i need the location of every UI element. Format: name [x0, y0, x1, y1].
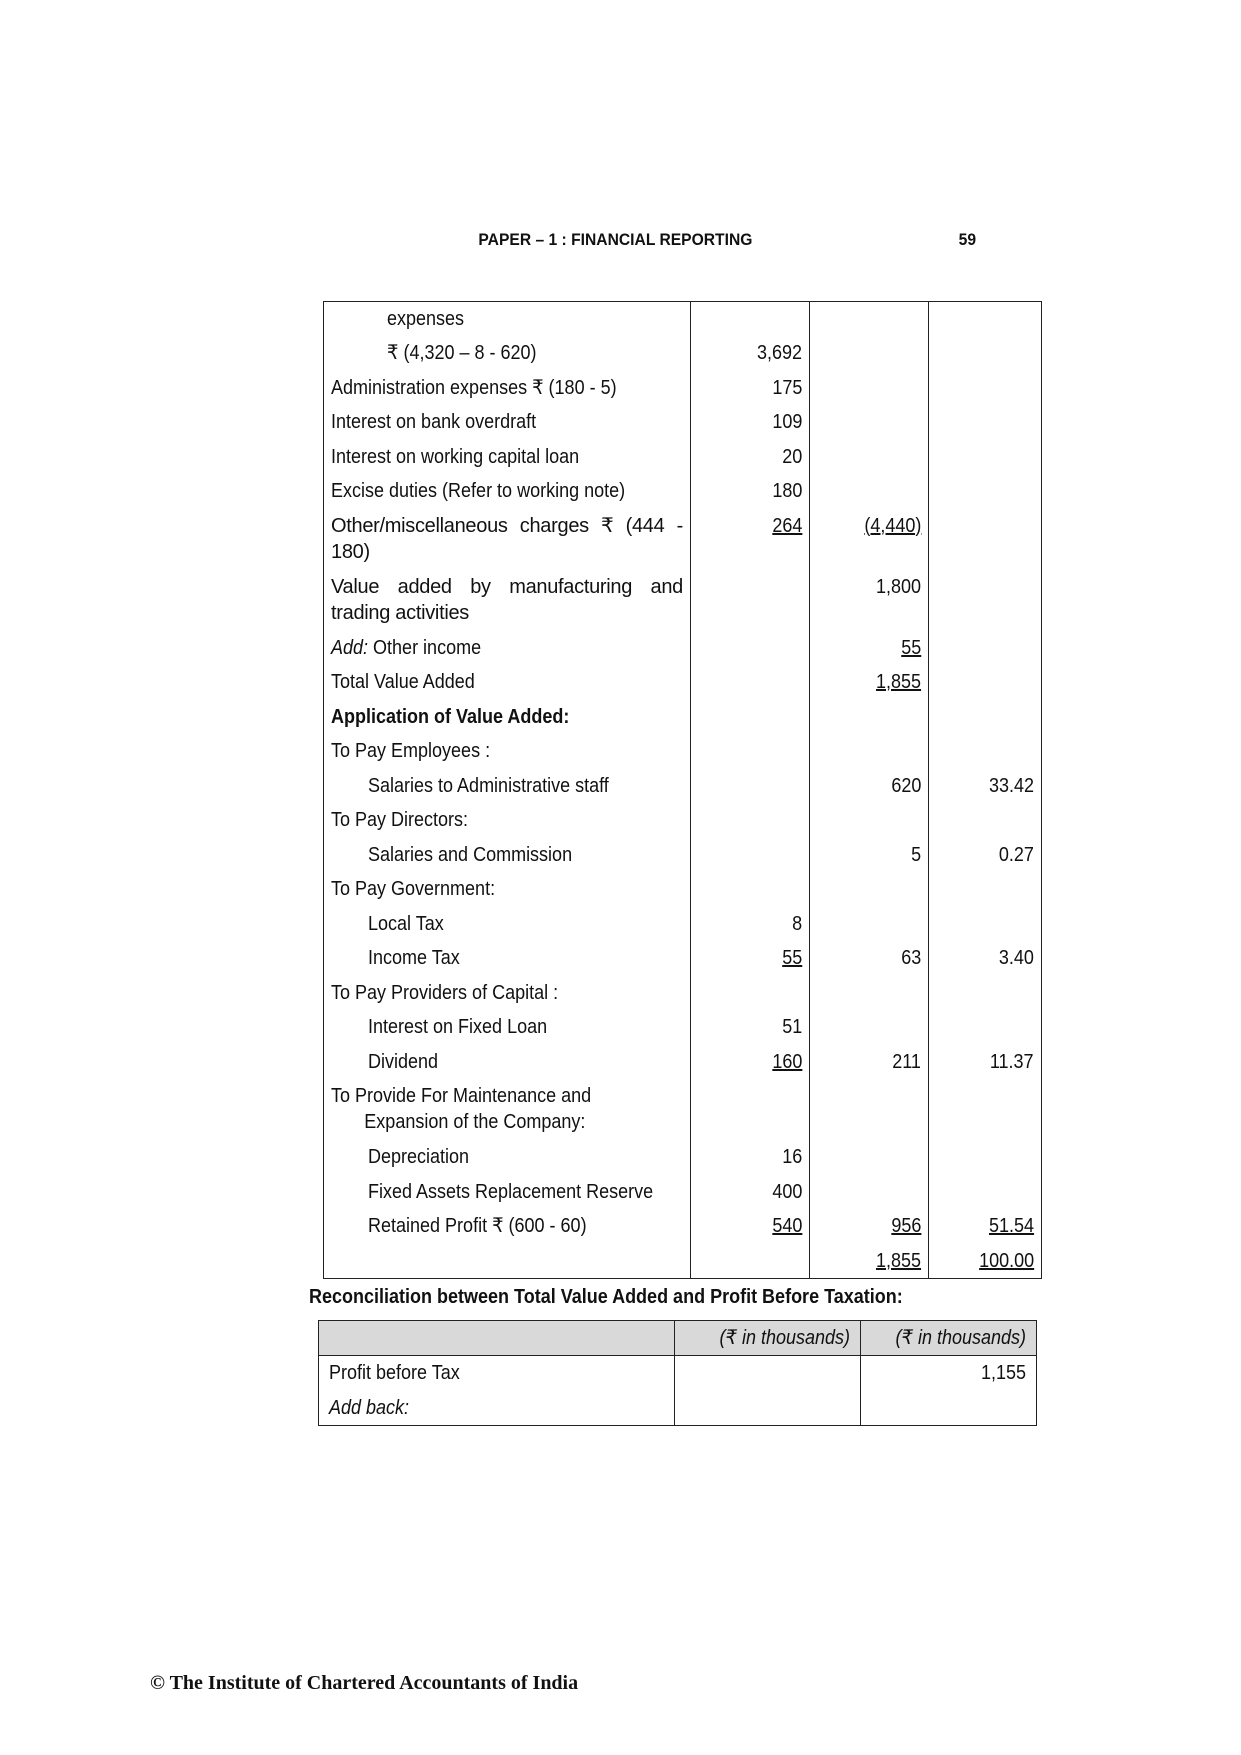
table-row: [324, 405, 1042, 440]
total-percent-cell: 100.00: [929, 1244, 1042, 1279]
reconciliation-title: Reconciliation between Total Value Added and Profit Before Taxation:: [309, 1286, 903, 1308]
table-row: [324, 336, 1042, 371]
page-title: PAPER – 1 : FINANCIAL REPORTING: [478, 230, 753, 249]
table-row: [324, 907, 1042, 942]
table-row: [324, 838, 1042, 873]
table-row: [324, 509, 1042, 570]
copyright-footer: © The Institute of Chartered Accountants of India: [150, 1672, 579, 1694]
row-label: Salaries and Commission: [324, 838, 691, 873]
row-label: Interest on Fixed Loan: [324, 1010, 691, 1045]
table-row: [324, 872, 1042, 907]
table-row: [319, 1391, 1037, 1426]
amount-cell: 5: [810, 838, 929, 873]
percent-cell: 33.42: [929, 769, 1042, 804]
amount-cell: 1,855: [810, 665, 929, 700]
table-row: [324, 474, 1042, 509]
percent-cell: 3.40: [929, 941, 1042, 976]
table-header-row: [319, 1321, 1037, 1356]
amount-cell: 16: [691, 1140, 810, 1175]
table-row: [324, 1140, 1042, 1175]
value-added-table: [323, 301, 1042, 1279]
amount-cell: 400: [691, 1175, 810, 1210]
row-label: Other/miscellaneous charges ₹ (444 - 180): [324, 509, 691, 570]
row-label: ₹ (4,320 – 8 - 620): [324, 336, 691, 371]
table-row: [324, 631, 1042, 666]
row-label: Depreciation: [324, 1140, 691, 1175]
row-label: Fixed Assets Replacement Reserve: [324, 1175, 691, 1210]
row-label: To Pay Directors:: [324, 803, 691, 838]
amount-cell: 3,692: [691, 336, 810, 371]
table-row: [324, 976, 1042, 1011]
table-row: [324, 371, 1042, 406]
amount-cell: 55: [691, 941, 810, 976]
table-row: [324, 1209, 1042, 1244]
row-label: Add back:: [319, 1391, 675, 1426]
row-label: To Pay Government:: [324, 872, 691, 907]
table-row: [324, 769, 1042, 804]
row-label: expenses: [324, 302, 691, 337]
table-row: [324, 302, 1042, 337]
amount-cell: 160: [691, 1045, 810, 1080]
table-row: [324, 440, 1042, 475]
percent-cell: 0.27: [929, 838, 1042, 873]
table-row: [324, 665, 1042, 700]
amount-cell: 51: [691, 1010, 810, 1045]
row-label: Value added by manufacturing and trading activities: [324, 570, 691, 631]
row-label: Total Value Added: [324, 665, 691, 700]
amount-cell: 956: [810, 1209, 929, 1244]
amount-cell: 620: [810, 769, 929, 804]
amount-cell: 540: [691, 1209, 810, 1244]
row-label: To Pay Providers of Capital :: [324, 976, 691, 1011]
table-row: [324, 803, 1042, 838]
row-label: Interest on working capital loan: [324, 440, 691, 475]
row-label: Excise duties (Refer to working note): [324, 474, 691, 509]
amount-cell: 55: [810, 631, 929, 666]
table-row: [324, 941, 1042, 976]
section-heading: Application of Value Added:: [324, 700, 691, 735]
row-label: To Pay Employees :: [324, 734, 691, 769]
column-header: (₹ in thousands): [861, 1321, 1037, 1356]
page-number: 59: [958, 230, 977, 249]
amount-cell: 63: [810, 941, 929, 976]
row-label: Interest on bank overdraft: [324, 405, 691, 440]
row-label: Administration expenses ₹ (180 - 5): [324, 371, 691, 406]
amount-cell: 1,155: [861, 1356, 1037, 1391]
row-label: Profit before Tax: [319, 1356, 675, 1391]
table-row: [319, 1356, 1037, 1391]
row-label: To Provide For Maintenance and Expansion of the Company:: [324, 1079, 691, 1140]
table-row: [324, 1010, 1042, 1045]
percent-cell: 51.54: [929, 1209, 1042, 1244]
row-label: Add: Other income: [324, 631, 691, 666]
amount-cell: 20: [691, 440, 810, 475]
amount-cell: 109: [691, 405, 810, 440]
table-row: [324, 1175, 1042, 1210]
column-header: (₹ in thousands): [675, 1321, 861, 1356]
amount-cell: 264: [691, 509, 810, 570]
reconciliation-table: [318, 1320, 1037, 1426]
amount-cell: 180: [691, 474, 810, 509]
row-label: Retained Profit ₹ (600 - 60): [324, 1209, 691, 1244]
amount-cell: (4,440): [810, 509, 929, 570]
amount-cell: 1,800: [810, 570, 929, 631]
total-cell: 1,855: [810, 1244, 929, 1279]
table-row: [324, 1244, 1042, 1279]
amount-cell: 175: [691, 371, 810, 406]
row-label: Salaries to Administrative staff: [324, 769, 691, 804]
percent-cell: 11.37: [929, 1045, 1042, 1080]
amount-cell: 211: [810, 1045, 929, 1080]
page-header: [0, 230, 1142, 254]
table-row: [324, 700, 1042, 735]
table-row: [324, 570, 1042, 631]
table-row: [324, 1045, 1042, 1080]
row-label: Income Tax: [324, 941, 691, 976]
table-row: [324, 734, 1042, 769]
amount-cell: 8: [691, 907, 810, 942]
row-label: Dividend: [324, 1045, 691, 1080]
table-row: [324, 1079, 1042, 1140]
row-label: Local Tax: [324, 907, 691, 942]
